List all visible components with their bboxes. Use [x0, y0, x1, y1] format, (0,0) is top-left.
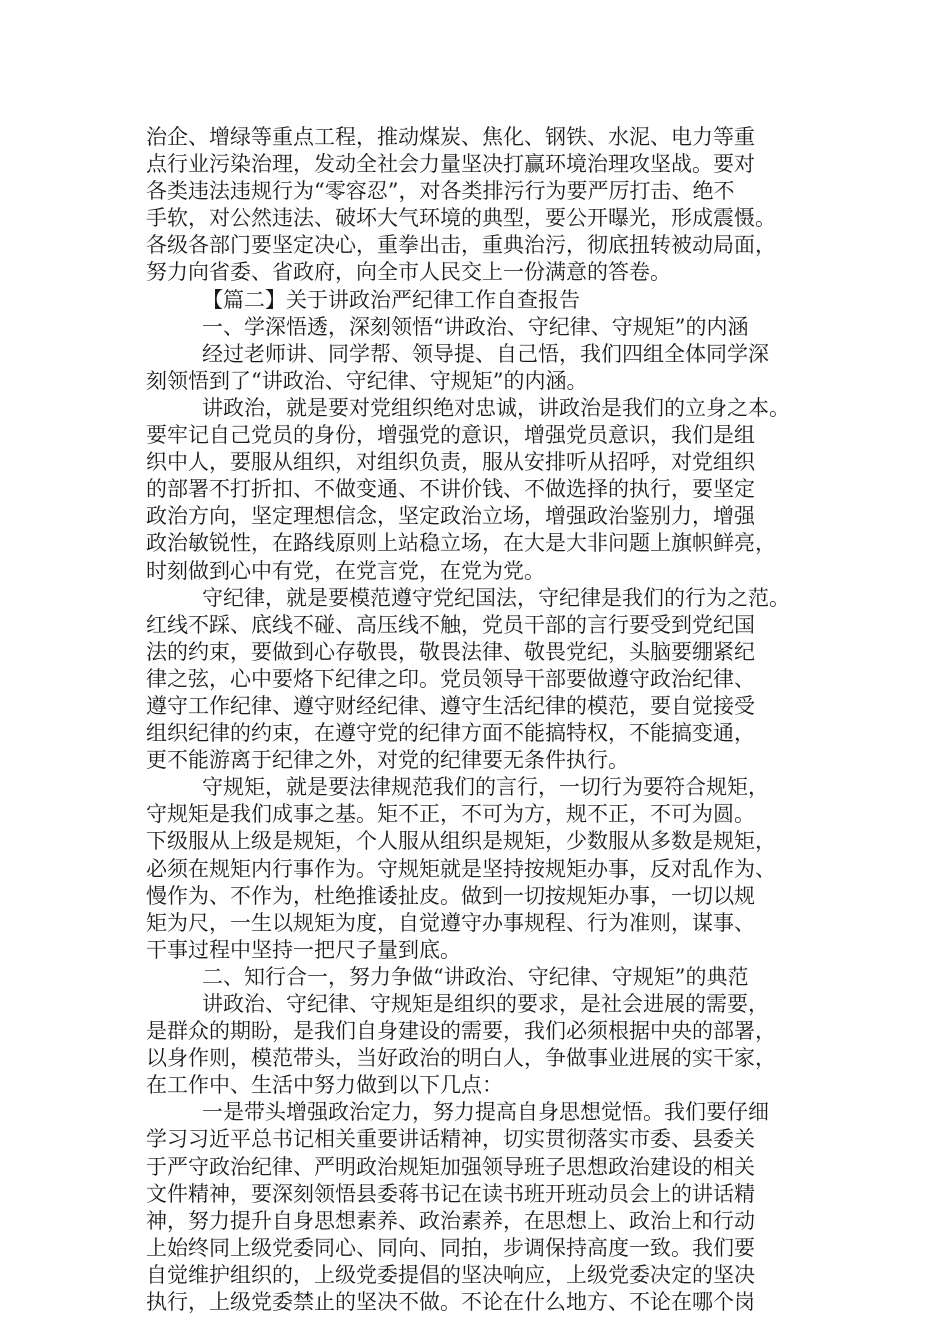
text-line: 刻领悟到了“讲政治、守纪律、守规矩”的内涵。 [146, 368, 588, 393]
text-line: 点行业污染治理，发动全社会力量坚决打赢环境治理攻坚战。要对 [146, 152, 755, 177]
text-line: 文件精神，要深刻领悟县委蒋书记在读书班开班动员会上的讲话精 [146, 1181, 755, 1206]
text-line: 干事过程中坚持一把尺子量到底。 [146, 937, 461, 962]
section-heading: 【篇二】关于讲政治严纪律工作自查报告 [202, 287, 580, 312]
text-line: 组织纪律的约束，在遵守党的纪律方面不能搞特权，不能搞变通， [146, 721, 755, 746]
text-line: 织中人，要服从组织，对组织负责，服从安排听从招呼，对党组织 [146, 450, 755, 475]
text-line: 下级服从上级是规矩，个人服从组织是规矩，少数服从多数是规矩， [146, 829, 776, 854]
text-line: 执行，上级党委禁止的坚决不做。不论在什么地方、不论在哪个岗 [146, 1290, 755, 1315]
text-line: 神，努力提升自身思想素养、政治素养，在思想上、政治上和行动 [146, 1208, 755, 1233]
text-line: 时刻做到心中有党，在党言党，在党为党。 [146, 558, 545, 583]
text-line: 学习习近平总书记相关重要讲话精神，切实贯彻落实市委、县委关 [146, 1127, 755, 1152]
text-line: 经过老师讲、同学帮、领导提、自己悟，我们四组全体同学深 [202, 341, 769, 366]
text-line: 上始终同上级党委同心、同向、同拍，步调保持高度一致。我们要 [146, 1235, 755, 1260]
text-line: 讲政治、守纪律、守规矩是组织的要求，是社会进展的需要， [202, 992, 769, 1016]
text-line: 自觉维护组织的，上级党委提倡的坚决响应，上级党委决定的坚决 [146, 1262, 755, 1287]
text-line: 讲政治，就是要对党组织绝对忠诚，讲政治是我们的立身之本。 [202, 395, 790, 420]
text-line: 各级各部门要坚定决心，重拳出击，重典治污，彻底扭转被动局面， [146, 233, 776, 258]
text-line: 在工作中、生活中努力做到以下几点： [146, 1073, 503, 1098]
text-line: 慢作为、不作为，杜绝推诿扯皮。做到一切按规矩办事，一切以规 [146, 883, 755, 908]
text-line: 守规矩是我们成事之基。矩不正，不可为方，规不正，不可为圆。 [146, 802, 755, 827]
text-line: 各类违法违规行为“零容忍”，对各类排污行为要严厉打击、绝不 [146, 179, 735, 204]
text-line: 努力向省委、省政府，向全市人民交上一份满意的答卷。 [146, 260, 671, 285]
text-line: 政治方向，坚定理想信念，坚定政治立场，增强政治鉴别力，增强 [146, 504, 755, 529]
text-line: 更不能游离于纪律之外，对党的纪律要无条件执行。 [146, 748, 629, 773]
text-line: 律之弦，心中要烙下纪律之印。党员领导干部要做遵守政治纪律、 [146, 666, 755, 691]
text-line: 的部署不打折扣、不做变通、不讲价钱、不做选择的执行，要坚定 [146, 477, 755, 502]
text-line: 于严守政治纪律、严明政治规矩加强领导班子思想政治建设的相关 [146, 1154, 755, 1179]
text-line: 是群众的期盼，是我们自身建设的需要，我们必须根据中央的部署， [146, 1019, 776, 1044]
text-line: 红线不踩、底线不碰、高压线不触，党员干部的言行要受到党纪国 [146, 612, 755, 637]
subsection-heading: 一、学深悟透，深刻领悟“讲政治、守纪律、守规矩”的内涵 [202, 314, 749, 339]
text-line: 要牢记自己党员的身份，增强党的意识，增强党员意识，我们是组 [146, 423, 755, 448]
text-line: 遵守工作纪律、遵守财经纪律、遵守生活纪律的模范，要自觉接受 [146, 693, 755, 718]
text-line: 政治敏锐性，在路线原则上站稳立场，在大是大非问题上旗帜鲜亮， [146, 531, 776, 556]
text-line: 守纪律，就是要模范遵守党纪国法，守纪律是我们的行为之范。 [202, 585, 790, 610]
text-line: 一是带头增强政治定力，努力提高自身思想觉悟。我们要仔细 [202, 1100, 769, 1125]
document-body [146, 124, 826, 1316]
subsection-heading: 二、知行合一，努力争做“讲政治、守纪律、守规矩”的典范 [202, 964, 749, 989]
text-line: 矩为尺，一生以规矩为度，自觉遵守办事规程、行为准则，谋事、 [146, 910, 755, 935]
text-line: 必须在规矩内行事作为。守规矩就是坚持按规矩办事，反对乱作为、 [146, 856, 776, 881]
text-line: 手软，对公然违法、破坏大气环境的典型，要公开曝光，形成震慑。 [146, 206, 776, 231]
text-line: 守规矩，就是要法律规范我们的言行，一切行为要符合规矩， [202, 775, 769, 800]
text-line: 以身作则，模范带头，当好政治的明白人，争做事业进展的实干家， [146, 1046, 776, 1071]
text-line: 治企、增绿等重点工程，推动煤炭、焦化、钢铁、水泥、电力等重 [146, 125, 755, 149]
text-line: 法的约束，要做到心存敬畏，敬畏法律、敬畏党纪，头脑要绷紧纪 [146, 639, 755, 664]
